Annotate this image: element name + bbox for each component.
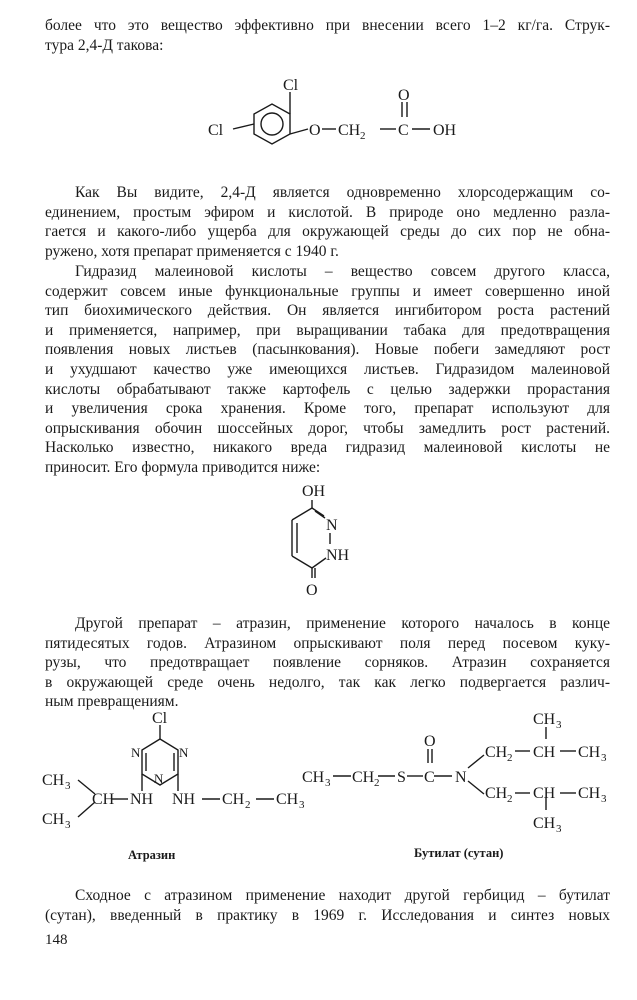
paragraph-5 [45, 886, 610, 925]
paragraph-4 [45, 614, 610, 712]
subscript: 2 [245, 799, 251, 811]
subscript: 3 [325, 777, 331, 789]
text-line: Сходное с атразином применение находит другой гербицид – бутилат [75, 887, 610, 904]
ch3-label: CH [533, 815, 556, 832]
ch2-label: CH [352, 769, 375, 786]
subscript: 2 [507, 752, 513, 764]
text-line: кислоты обрабатывают также картофель с целью задержки прорастания [45, 380, 610, 398]
ch2-label: CH [338, 122, 361, 139]
text-line: приносит. Его формула приводится ниже: [45, 458, 321, 476]
nitrogen-label: N [179, 745, 189, 760]
ch3-label: CH [578, 785, 601, 802]
ch3-label: CH [302, 769, 325, 786]
subscript: 2 [360, 130, 366, 142]
subscript: 3 [556, 719, 562, 731]
formula-2-4-d [0, 70, 637, 190]
text-line: содержит совсем иные функциональные группы и имеет совершенно иной [45, 282, 610, 300]
ch-label: CH [533, 744, 556, 761]
nitrogen-label: N [455, 769, 467, 786]
text-line: (сутан), введенный в практику в 1969 г. Исследования и синтез новых [45, 906, 610, 924]
paragraph-1 [45, 16, 610, 55]
nitrogen-label: N [326, 517, 338, 534]
text-line: Другой препарат – атразин, применение которого началось в конце [75, 615, 610, 632]
carbon-label: C [424, 769, 435, 786]
text-line: и ухудшают качество уже имеющихся листьев. Гидразидом малеиновой [45, 360, 610, 378]
text-line: пятидесятых годов. Атразином опрыскивают поля перед посевом куку- [45, 634, 610, 652]
text-line: Гидразид малеиновой кислоты – вещество совсем другого класса, [75, 263, 610, 280]
oxygen-label: O [309, 122, 321, 139]
subscript: 3 [65, 780, 71, 792]
ch3-label: CH [42, 811, 65, 828]
nh-label: NH [130, 791, 154, 808]
nitrogen-label: N [131, 745, 141, 760]
subscript: 3 [65, 819, 71, 831]
ch3-label: CH [276, 791, 299, 808]
hydroxyl-label: OH [302, 483, 326, 500]
subscript: 3 [299, 799, 305, 811]
text-line: тип биохимического действия. Он является ингибитором роста растений [45, 302, 610, 320]
hydroxyl-label: OH [433, 122, 457, 139]
subscript: 3 [601, 752, 607, 764]
carbon-label: C [398, 122, 409, 139]
ch2-label: CH [485, 744, 508, 761]
ch2-label: CH [485, 785, 508, 802]
subscript: 3 [556, 823, 562, 835]
oxygen-label: O [424, 733, 436, 750]
chlorine-label: Cl [283, 77, 299, 94]
chlorine-label: Cl [208, 122, 224, 139]
chlorine-label: Cl [152, 710, 168, 727]
subscript: 2 [374, 777, 380, 789]
text-line: ным превращениям. [45, 693, 179, 711]
text-line: рузы, что предотвращает появление сорняков. Атразин сохраняется [45, 654, 610, 672]
ch3-label: CH [578, 744, 601, 761]
text-line: Как Вы видите, 2,4-Д является одновременно хлорсодержащим со- [75, 184, 610, 201]
sulfur-label: S [397, 769, 406, 786]
formula-maleic-hydrazide [0, 478, 637, 608]
caption-butylate: Бутилат (сутан) [414, 846, 504, 860]
nitrogen-label: N [154, 771, 164, 786]
text-line: более что это вещество эффективно при внесении всего 1–2 кг/га. Струк- [45, 17, 610, 34]
text-line: появления новых листьев (пасынкования). Новые побеги замедляют рост [45, 341, 610, 359]
nh-label: NH [326, 547, 350, 564]
ch-label: CH [92, 791, 115, 808]
text-line: Насколько известно, никакого вреда гидразид малеиновой кислоты не [45, 439, 610, 457]
text-line: опрыскивания обочин шоссейных дорог, чтобы замедлить рост растений. [45, 419, 610, 437]
text-line: ружено, хотя препарат применяется с 1940 г. [45, 242, 339, 260]
subscript: 3 [601, 793, 607, 805]
text-line: в окружающей среде очень недолго, так как легко подвергается различ- [45, 673, 610, 691]
text-line: единением, простым эфиром и кислотой. В природе оно медленно разла- [45, 203, 610, 221]
formula-butylate [0, 705, 637, 845]
subscript: 2 [507, 793, 513, 805]
text-line: тура 2,4-Д такова: [45, 36, 164, 54]
text-line: гается и какого-либо ущерба для окружающей среды до сих пор не обна- [45, 223, 610, 241]
page-number: 148 [45, 932, 68, 948]
text-line: и применяется, например, при выращивании табака для предотвращения [45, 321, 610, 339]
paragraph-3 [45, 262, 610, 478]
ch3-label: CH [533, 711, 556, 728]
caption-atrazine: Атразин [128, 848, 176, 862]
ch-label: CH [533, 785, 556, 802]
ch3-label: CH [42, 772, 65, 789]
oxygen-label: O [398, 87, 410, 104]
paragraph-2 [45, 183, 610, 261]
text-line: и увеличения срока хранения. Кроме того, препарат используют для [45, 400, 610, 418]
nh-label: NH [172, 791, 196, 808]
oxygen-label: O [306, 582, 318, 599]
ch2-label: CH [222, 791, 245, 808]
